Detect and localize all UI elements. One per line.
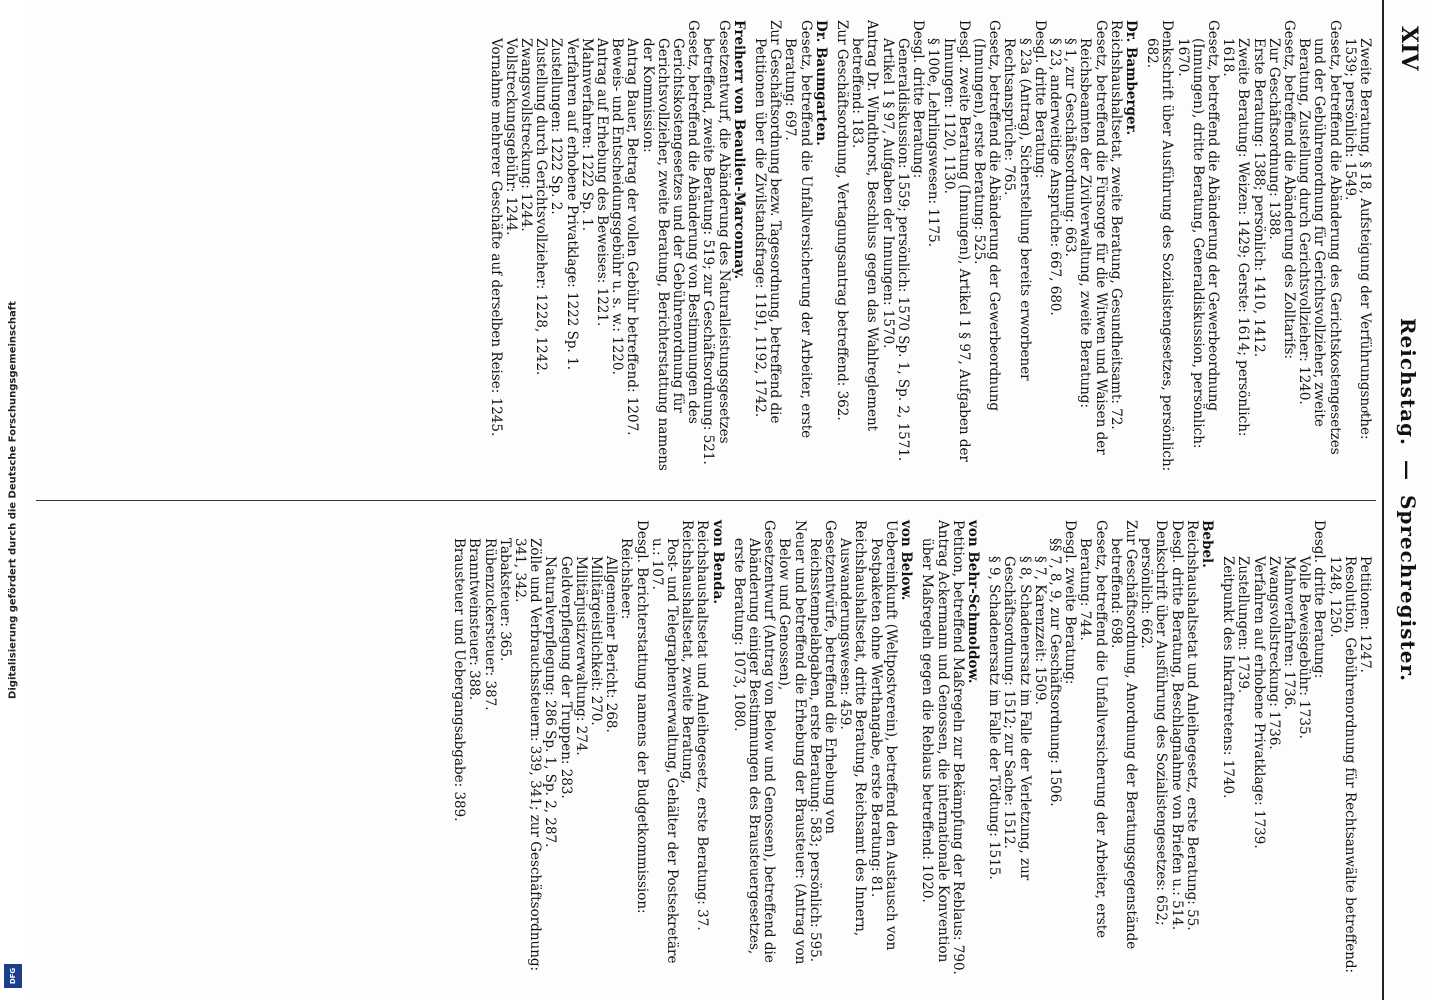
- speaker-name: von Benda.: [709, 520, 726, 605]
- index-entry: Petition, betreffend Maßregeln zur Bekämpfung der Reblaus: 790.: [949, 520, 966, 975]
- index-entry: Denkschrift über Ausführung des Sozialistengesetzes, persönlich: 682.: [1144, 20, 1176, 472]
- index-entry: Gesetzentwürfe, betreffend die Erhebung von Reichsstempelabgaben, erste Beratung: 583; persönlich: 595.: [806, 520, 839, 963]
- index-entry: Zur Geschäftsordnung: 1388.: [1265, 38, 1282, 240]
- index-entry: Reichshaushaltsetat, zweite Beratung, Gesundheitsamt: 72.: [1107, 20, 1124, 430]
- page-number: XIV: [1396, 26, 1422, 71]
- digitization-strip: [0, 0, 26, 1000]
- index-entry: Vollstreckungsgebühr: 1244.: [502, 38, 519, 236]
- index-entry: Gesetz, betreffend die Abänderung des Gerichtskostengesetzes und der Gebührenordnung für Gerichtsvollzieher, zweite Beratung, Zustellung durch Gerichtsvollzieher: 1240.: [1296, 20, 1343, 455]
- index-entry: Verfahren auf erhobene Privatklage: 1222 Sp. 1.: [563, 38, 580, 370]
- left-column: [487, 20, 1372, 475]
- index-entry: Zustellungen: 1739.: [1235, 556, 1252, 694]
- index-entry: Generaldiskussion: 1559; persönlich: 1570 Sp. 1, Sp. 2, 1571.: [894, 38, 911, 462]
- index-entry: Mahnverfahren: 1736.: [1280, 556, 1297, 710]
- index-entry: Militärgeistlichkeit: 270.: [588, 556, 605, 726]
- index-entry: Naturalverpflegung: 286 Sp. 1, Sp. 2, 287.: [542, 556, 559, 848]
- index-entry: Zeitpunkt des Inkrafttretens: 1740.: [1220, 556, 1237, 799]
- index-entry: Erste Beratung: 1388; persönlich: 1410, 1412.: [1250, 38, 1267, 357]
- index-entry: Reichsheer:: [618, 538, 635, 620]
- index-entry: Zwangsvollstreckung: 1244.: [518, 38, 535, 232]
- running-head: [1396, 0, 1420, 1000]
- index-entry: Beweis- und Entscheidungsgebühr u. s. w.: 1220.: [609, 38, 626, 375]
- index-entry: Gesetzentwurf, die Abänderung des Naturalleistungsgesetzes betreffend, zweite Beratung: 519; zur Geschäftsordnung: 521.: [700, 20, 732, 465]
- index-entry: Zur Geschäftsordnung, Vertagungsantrag betreffend: 362.: [834, 20, 851, 421]
- index-entry: Zustellungen: 1222 Sp. 2.: [548, 38, 565, 215]
- column-divider: [36, 500, 1376, 501]
- index-entry: Antrag Ackermann und Genossen, die internationale Konvention über Maßregeln gegen die Reblaus betreffend: 1020.: [919, 520, 951, 963]
- index-entry: Gesetzentwurf (Antrag von Below und Genossen), betreffend die Abänderung einiger Bestimmungen des Brausteuergesetzes, erste Beratung: 1073, 1080.: [730, 520, 778, 963]
- speaker-name: von Below.: [898, 520, 915, 601]
- index-entry: Uebereinkunft (Weltpostverein), betreffend den Austausch von Postpaketen ohne Werthangabe, erste Beratung: 81.: [867, 520, 899, 951]
- index-entry: Vornahme mehrerer Geschäfte auf derselben Reise: 1245.: [487, 38, 504, 437]
- speaker-name: Freiherr von Beaulieu-Marconnay.: [730, 20, 747, 280]
- index-entry: Reichshaushaltsetat, dritte Beratung, Reichsamt des Innern, Auswanderungswesen: 459.: [837, 520, 869, 937]
- index-entry: Gesetz, betreffend die Abänderung des Zolltarifs:: [1280, 20, 1297, 360]
- speaker-name: Dr. Baumgarten.: [812, 20, 829, 146]
- speaker-name: Bebel.: [1198, 520, 1215, 568]
- index-entry: § 8, Schadenersatz im Falle der Verletzung, zur Geschäftsordnung: 1512; zur Sache: 1512.: [1001, 556, 1033, 881]
- index-entry: Desgl. zweite Beratung (Innungen), Artikel 1 § 97, Aufgaben der Innungen: 1120, 1130.: [940, 20, 972, 462]
- index-entry: Gesetz, betreffend die Abänderung von Bestimmungen des Gerichtskostengesetzes und der Gebührenordnung für Gerichtsvollzieher, zweite Beratung, Berichterstattung namens der Kommission:: [639, 20, 702, 471]
- index-entry: § 23a (Antrag), Sicherstellung bereits erworbener Rechtsansprüche: 765.: [1001, 38, 1033, 381]
- index-entry: Desgl. dritte Beratung, Beschlagnahme von Briefen u.: 514.: [1168, 520, 1185, 931]
- index-entry: § 7, Karenzzeit: 1509.: [1031, 556, 1048, 705]
- index-entry: Volle Beweisgebühr: 1735.: [1296, 556, 1313, 739]
- digitization-note: Digitalisierung gefördert durch die Deutsche Forschungsgemeinschaft: [7, 301, 19, 699]
- dfg-logo: [4, 964, 22, 988]
- index-entry: Geldverpflegung der Truppen: 283.: [557, 556, 574, 799]
- index-entry: Branntweinsteuer: 388.: [466, 538, 483, 701]
- index-entry: Reichshaushaltsetat, zweite Beratung,: [679, 520, 696, 784]
- index-entry: Desgl. dritte Beratung:: [1031, 20, 1048, 179]
- index-entry: Gesetz, betreffend die Abänderung der Gewerbeordnung (Innungen), erste Beratung: 525.: [970, 20, 1003, 412]
- index-entry: Reichshaushaltsetat und Anleihegesetz, erste Beratung: 37.: [694, 520, 711, 931]
- index-entry: Zweite Beratung: Weizen: 1429; Gerste: 1614; persönlich: 1618.: [1220, 38, 1252, 437]
- index-entry: § 9, Schadenersatz im Falle der Tödtung: 1515.: [986, 556, 1003, 880]
- index-entry: Zweite Beratung, § 18, Aufsteigung der Verführungsnoͤthe: 1539; persönlich: 1549.: [1341, 38, 1373, 440]
- index-entry: Militärjustizverwaltung: 274.: [572, 556, 589, 756]
- index-entry: Denkschrift über Ausführung des Sozialistengesetzes: 652; persönlich: 662.: [1138, 520, 1170, 926]
- dfg-logo-text: DFG: [9, 967, 17, 985]
- index-entry: Zur Geschäftsordnung, Anordnung der Beratungsgegenstände betreffend: 698.: [1107, 520, 1139, 950]
- index-entry: Mahnverfahren: 1222 Sp. 1.: [578, 38, 595, 232]
- index-entry: Post- und Telegraphenverwaltung, Gehälter der Postsekretäre u.: 107.: [648, 538, 681, 964]
- index-entry: Allgemeiner Bericht: 268.: [603, 556, 620, 733]
- index-entry: Desgl. Berichterstattung namens der Budgetkommission:: [633, 520, 650, 914]
- index-entry: Antrag auf Erhebung des Beweises: 1221.: [594, 38, 611, 327]
- index-entry: Rübenzuckersteuer: 387.: [481, 538, 498, 711]
- right-column: [451, 520, 1372, 975]
- index-entry: Desgl. zweite Beratung:: [1062, 520, 1079, 685]
- index-entry: Gesetz, betreffend die Unfallversicherung der Arbeiter, erste Beratung: 744.: [1077, 520, 1109, 939]
- index-entry: Artikel 1 § 97, Aufgaben der Innungen: 1570.: [879, 38, 896, 349]
- index-entry: Zustellung durch Gerichtsvollzieher: 1228, 1242.: [533, 38, 550, 376]
- index-entry: Gesetz, betreffend die Fürsorge für die Witwen und Waisen der Reichsbeamten der Zivilverwaltung, zweite Beratung:: [1077, 20, 1109, 455]
- index-entry: Petitionen: 1247.: [1357, 556, 1373, 673]
- index-entry: § 100e, Lehrlingswesen: 1175.: [925, 38, 942, 248]
- speaker-name: Dr. Bamberger.: [1122, 20, 1139, 136]
- index-entry: Zwangsvollstreckung: 1736.: [1265, 556, 1282, 750]
- index-entry: Zur Geschäftsordnung bezw. Tagesordnung, betreffend die Petitionen über die Zivilstandsfrage: 1191, 1192, 1742.: [752, 20, 784, 424]
- index-entry: Resolution, Gebührenordnung für Rechtsanwälte betreffend: 1248, 1250.: [1326, 556, 1358, 974]
- index-entry: Desgl. dritte Beratung:: [910, 20, 927, 179]
- index-entry: § 23, anderweitige Ansprüche: 667, 680.: [1046, 38, 1063, 316]
- index-entry: Gesetz, betreffend die Unfallversicherung der Arbeiter, erste Beratung: 697.: [782, 20, 814, 439]
- index-entry: Neuer und betreffend die Erhebung der Brausteuer: (Antrag von Below und Genossen),: [776, 520, 808, 965]
- speaker-name: von Behr-Schmoldow.: [964, 520, 981, 684]
- index-entry: Desgl. dritte Beratung:: [1311, 520, 1328, 679]
- index-entry: Zölle und Verbrauchssteuern: 339, 341; zur Geschäftsordnung: 341, 342.: [512, 538, 544, 972]
- running-head-left: Reichstag.: [1396, 317, 1420, 446]
- running-head-sep: —: [1396, 459, 1420, 481]
- index-entry: Antrag Dr. Windthorst, Beschluss gegen das Wahlreglement betreffend: 183.: [849, 20, 881, 432]
- index-entry: Antrag Bauer, Betrag der vollen Gebühr betreffend: 1207.: [624, 38, 641, 436]
- page-header: [1382, 0, 1432, 1000]
- index-entry: Verfahren auf erhobene Privatklage: 1739.: [1250, 556, 1267, 849]
- index-entry: Gesetz, betreffend die Abänderung der Gewerbeordnung (Innungen), dritte Beratung, Generaldiskussion, persönlich: 1670.: [1174, 20, 1221, 449]
- running-head-right: Sprechregister.: [1396, 494, 1420, 683]
- index-entry: § 1, zur Geschäftsordnung: 663.: [1062, 38, 1079, 257]
- index-entry: Tabaksteuer: 365.: [496, 538, 513, 662]
- index-entry: Reichshaushaltsetat und Anleihegesetz, erste Beratung: 55.: [1183, 520, 1200, 931]
- index-entry: Brausteuer und Uebergangsabgabe: 389.: [451, 538, 468, 822]
- index-entry: §§ 7, 8, 9, zur Geschäftsordnung: 1506.: [1046, 538, 1063, 807]
